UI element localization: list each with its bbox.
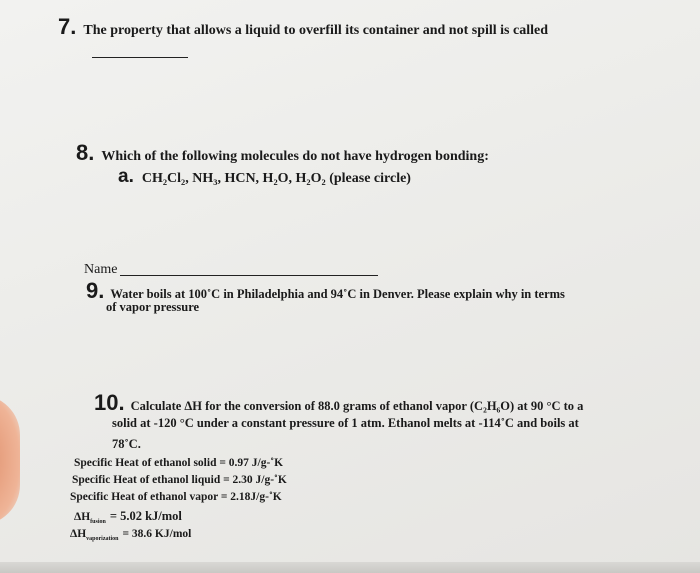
delta-h-vap-value: = 38.6 KJ/mol	[122, 528, 192, 540]
question-9-text-start: Water boils at 100˚C in Philadelphia and 94˚C in Denver. Please explain why in	[110, 287, 535, 301]
specific-heat-vapor: Specific Heat of ethanol vapor = 2.18J/g-˚K	[70, 491, 282, 503]
question-8-text-start: Which of the following molecules	[101, 149, 303, 164]
delta-h-vap-symbol: ΔH	[70, 528, 87, 540]
delta-h-fusion-sub: fusion	[90, 519, 106, 525]
specific-heat-solid: Specific Heat of ethanol solid = 0.97 J/g-˚K	[74, 457, 284, 469]
specific-heat-liquid: Specific Heat of ethanol liquid = 2.30 J/g-˚K	[72, 474, 287, 486]
question-8-option-a	[118, 166, 411, 188]
question-10	[94, 390, 583, 416]
question-9-text-terms: terms	[534, 287, 565, 301]
molecule-list: CH₂Cl₂, NH₃, HCN, H₂O, H₂O₂ (please circle)	[141, 171, 411, 186]
page-bottom-edge	[0, 562, 700, 573]
question-7-number: 7.	[58, 14, 77, 39]
thumb-at-edge	[0, 395, 20, 525]
question-8-text-bold: do not	[302, 149, 341, 164]
question-8-text-end: have hydrogen bonding:	[340, 149, 489, 164]
delta-h-vaporization	[70, 524, 191, 542]
question-10-line3: 78˚C.	[112, 437, 141, 451]
delta-h-fusion	[74, 507, 182, 525]
delta-h-fusion-value: = 5.02 kJ/mol	[109, 509, 182, 523]
question-10-line1: Calculate ΔH for the conversion of 88.0 grams of ethanol vapor (C₂H₆O) at 90 °C to a	[130, 399, 584, 413]
question-10-number: 10.	[94, 390, 125, 415]
delta-h-vap-sub: vaporization	[86, 536, 119, 542]
question-7-text: The property that allows a liquid to overfill its container and not spill is called	[83, 23, 548, 38]
question-9-number: 9.	[86, 278, 105, 303]
delta-h-fusion-symbol: ΔH	[74, 511, 91, 523]
name-label: Name	[84, 262, 118, 277]
question-9-text-line2: of vapor pressure	[106, 300, 200, 314]
question-7-answer-line	[92, 57, 188, 58]
name-line	[120, 275, 378, 276]
question-8-number: 8.	[76, 140, 95, 165]
question-8	[76, 140, 489, 166]
question-7	[58, 14, 548, 40]
option-a-letter: a.	[118, 166, 134, 187]
question-10-line2: solid at -120 °C under a constant pressure of 1 atm. Ethanol melts at -114˚C and boils at	[112, 416, 579, 430]
